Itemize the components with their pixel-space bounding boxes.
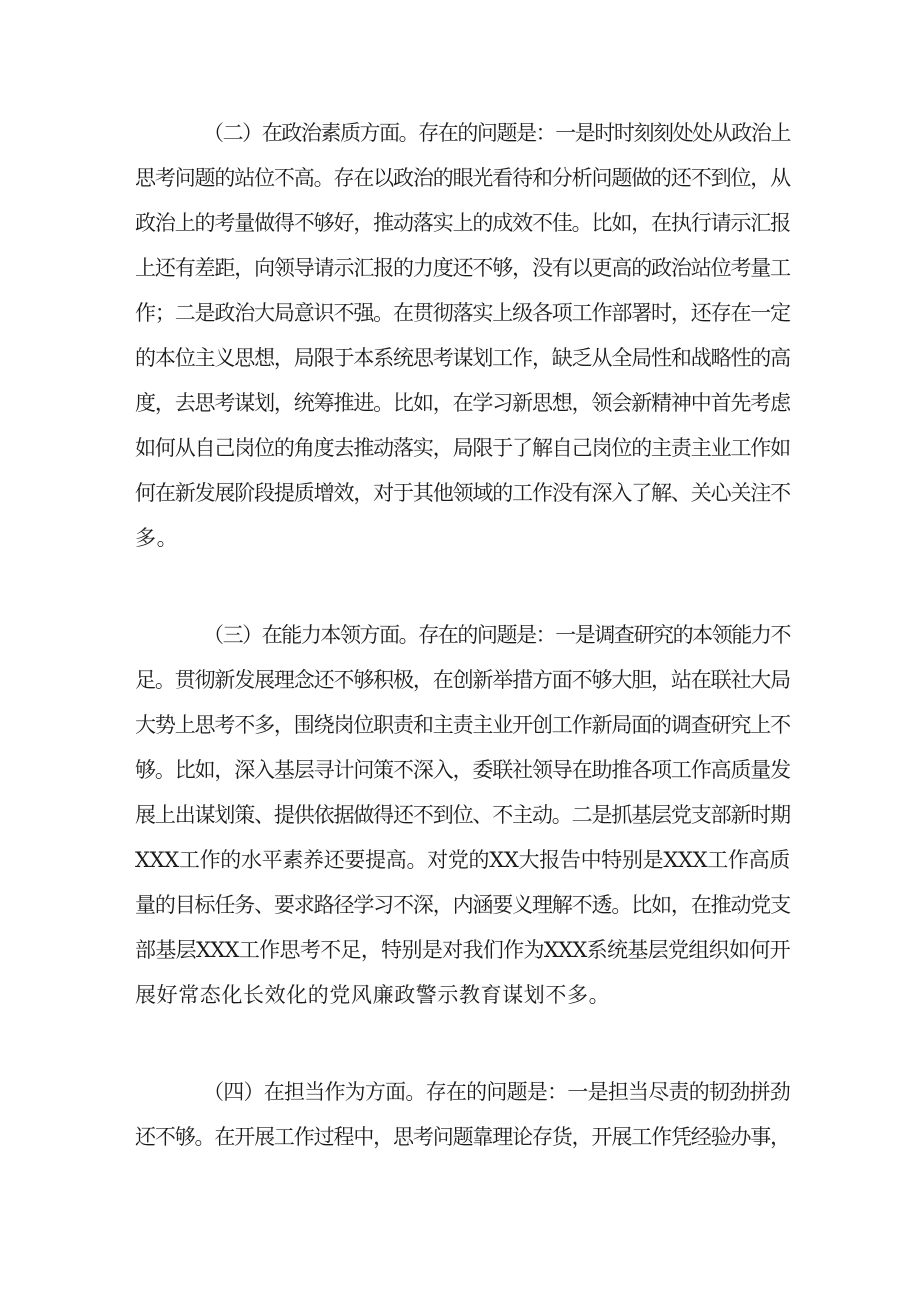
paragraph-2-line-2: 思考问题的站位不高。存在以政治的眼光看待和分析问题做的还不到位，从 <box>135 166 790 190</box>
paragraph-2-line-6: 的本位主义思想，局限于本系统思考谋划工作，缺乏从全局性和战略性的高 <box>135 346 790 370</box>
paragraph-3-line-5: 展上出谋划策、提供依据做得还不到位、不主动。二是抓基层党支部新时期 <box>135 803 790 827</box>
paragraph-2-line-9: 何在新发展阶段提质增效，对于其他领域的工作没有深入了解、关心关注不 <box>135 481 790 505</box>
paragraph-3-line-4: 够。比如，深入基层寻计问策不深入，委联社领导在助推各项工作高质量发 <box>135 758 790 782</box>
paragraph-3-line-6: XXX工作的水平素养还要提高。对党的XX大报告中特别是XXX工作高质 <box>135 848 790 872</box>
paragraph-4-line-1: （四）在担当作为方面。存在的问题是：一是担当尽责的韧劲拼劲 <box>203 1080 790 1104</box>
paragraph-3-line-8: 部基层XXX工作思考不足，特别是对我们作为XXX系统基层党组织如何开 <box>135 938 790 962</box>
paragraph-2-line-5: 作；二是政治大局意识不强。在贯彻落实上级各项工作部署时，还存在一定 <box>135 301 790 325</box>
paragraph-2-line-10: 多。 <box>135 526 179 550</box>
paragraph-3-line-9: 展好常态化长效化的党风廉政警示教育谋划不多。 <box>135 983 611 1007</box>
paragraph-3-line-2: 足。贯彻新发展理念还不够积极，在创新举措方面不够大胆，站在联社大局 <box>135 668 790 692</box>
paragraph-2-line-4: 上还有差距，向领导请示汇报的力度还不够，没有以更高的政治站位考量工 <box>135 256 790 280</box>
paragraph-4-line-2: 还不够。在开展工作过程中，思考问题靠理论存货，开展工作凭经验办事， <box>135 1125 790 1149</box>
paragraph-2-line-7: 度，去思考谋划，统筹推进。比如，在学习新思想，领会新精神中首先考虑 <box>135 391 790 415</box>
paragraph-2-line-1: （二）在政治素质方面。存在的问题是：一是时时刻刻处处从政治上 <box>203 121 791 145</box>
paragraph-2-line-8: 如何从自己岗位的角度去推动落实，局限于了解自己岗位的主责主业工作如 <box>135 436 790 460</box>
paragraph-2-line-3: 政治上的考量做得不够好，推动落实上的成效不佳。比如，在执行请示汇报 <box>135 211 790 235</box>
paragraph-3-line-7: 量的目标任务、要求路径学习不深，内涵要义理解不透。比如，在推动党支 <box>135 893 790 917</box>
paragraph-3-line-1: （三）在能力本领方面。存在的问题是：一是调查研究的本领能力不 <box>203 623 791 647</box>
paragraph-3-line-3: 大势上思考不多，围绕岗位职责和主责主业开创工作新局面的调查研究上不 <box>135 713 790 737</box>
